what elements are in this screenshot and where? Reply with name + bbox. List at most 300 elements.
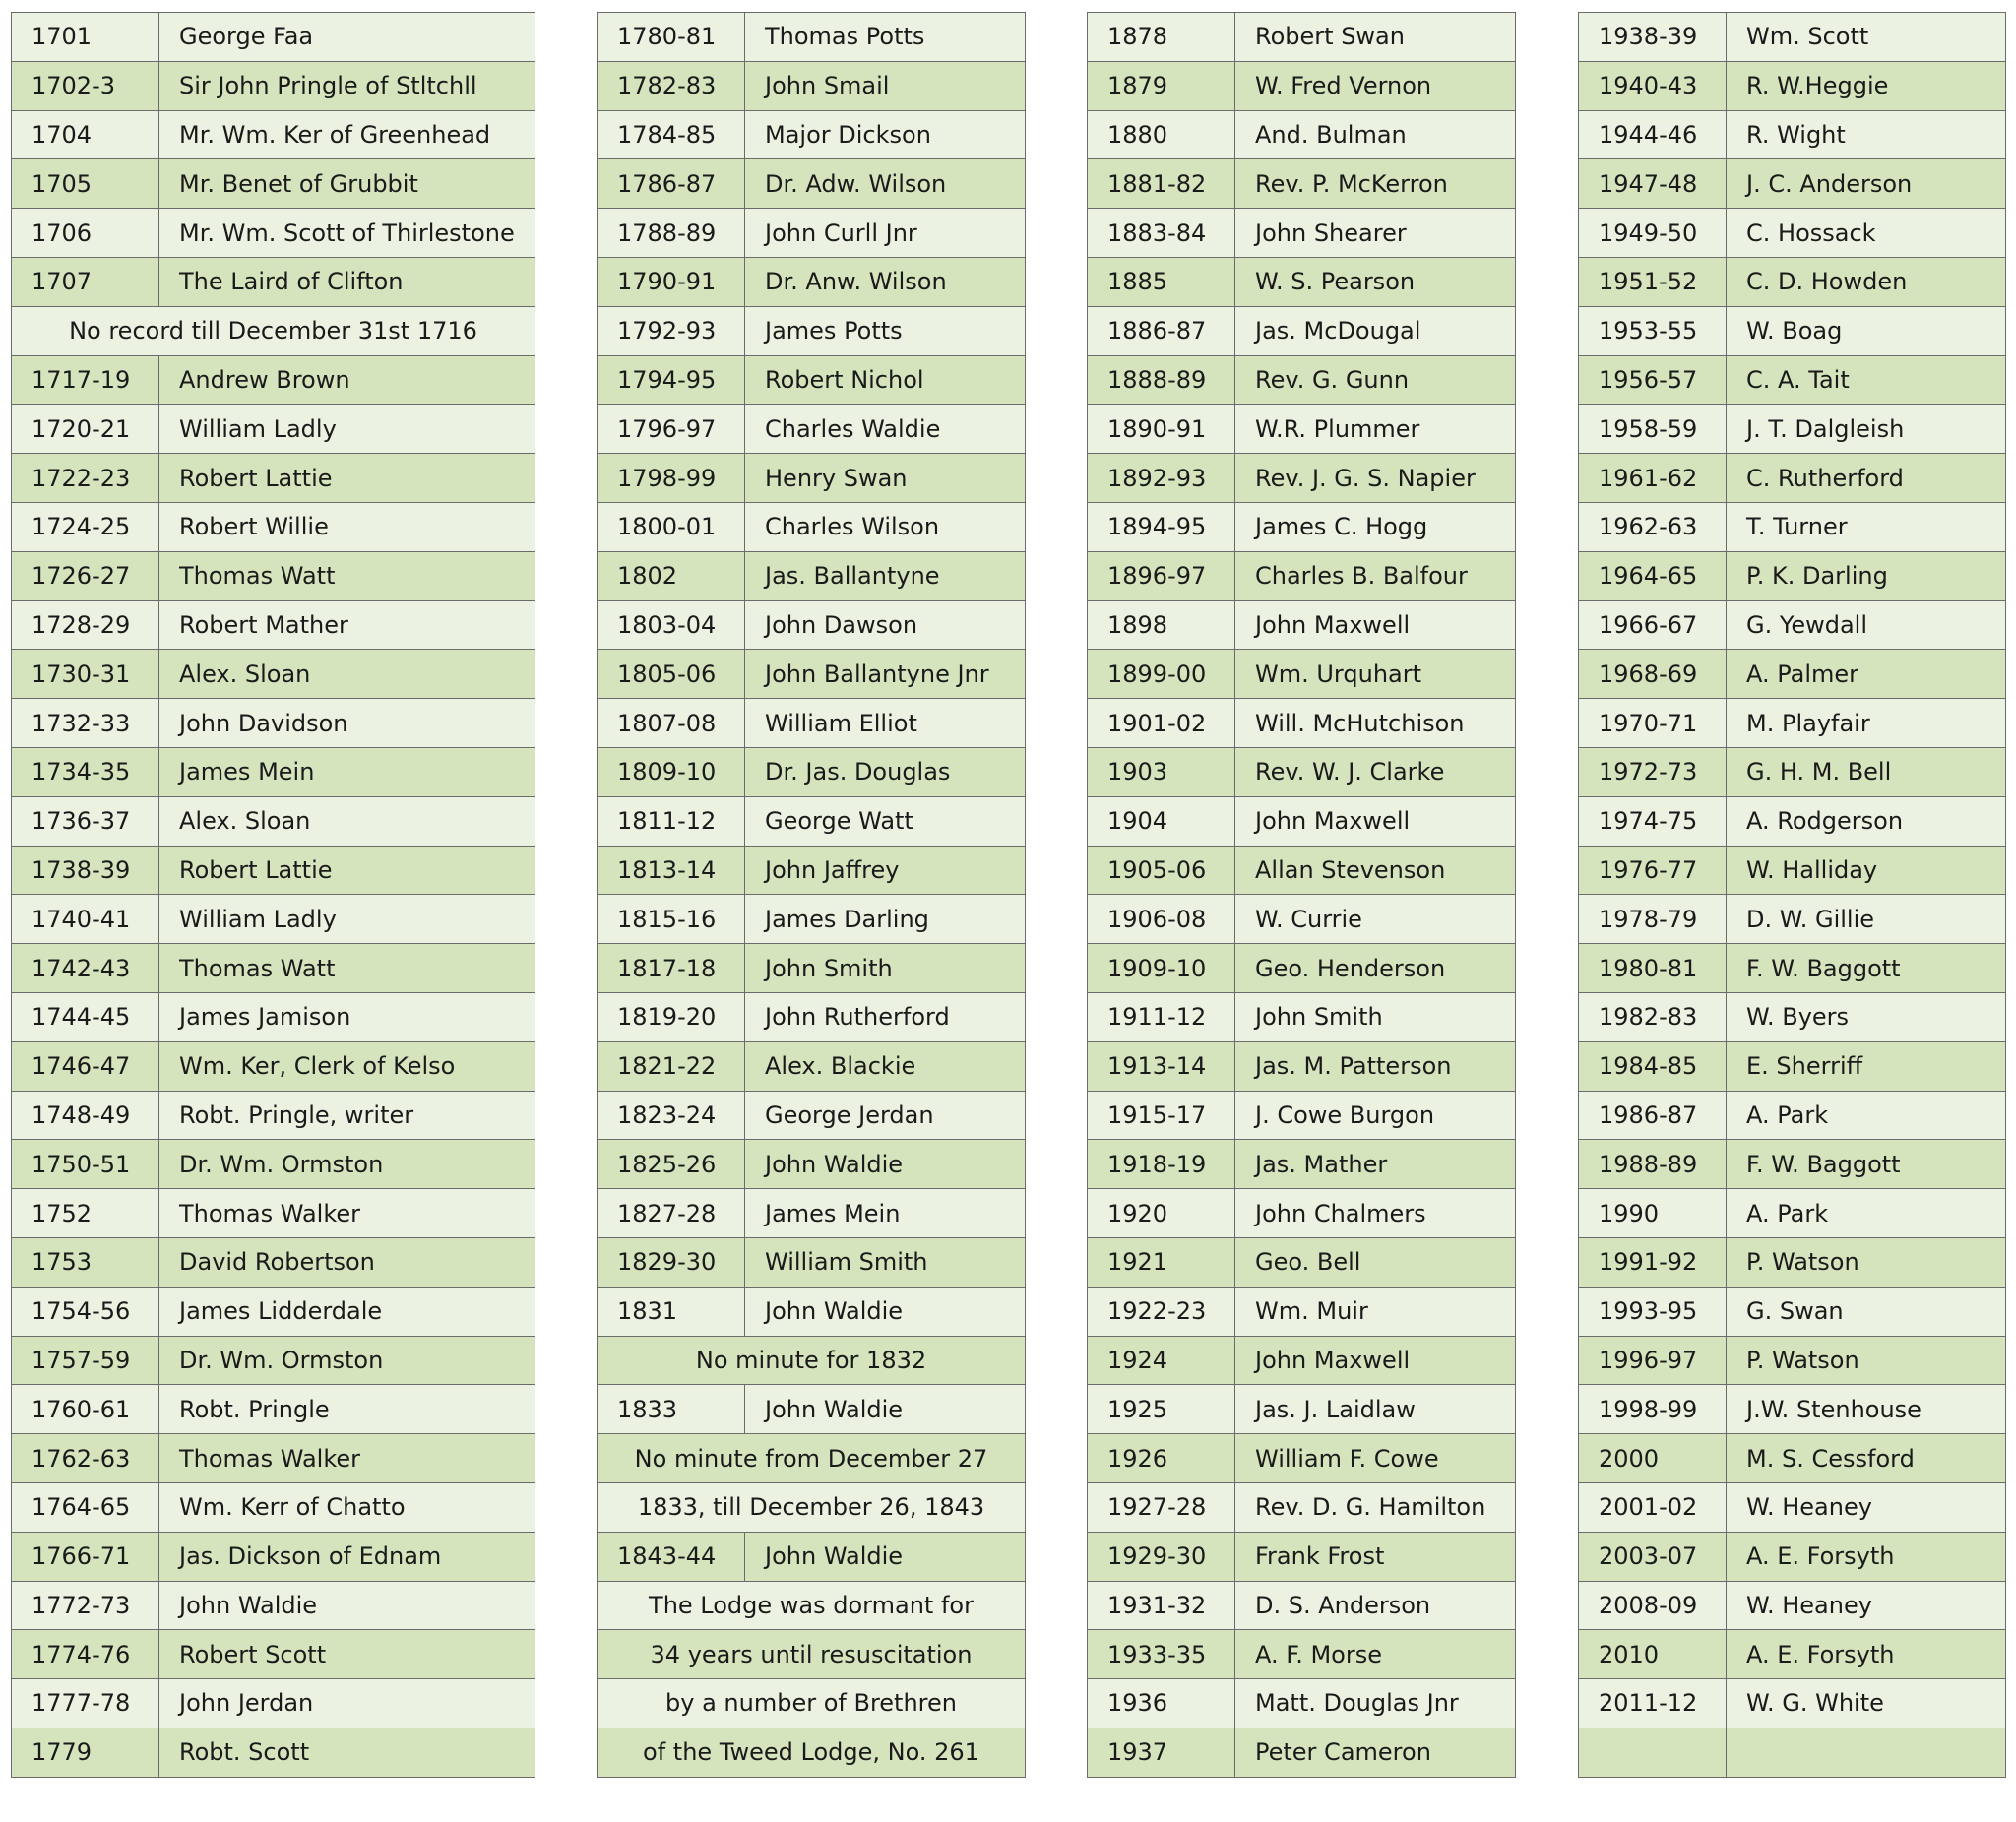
table-row xyxy=(1088,747,1516,796)
name-cell: W. Halliday xyxy=(1727,846,2006,895)
table-row xyxy=(1088,1679,1516,1728)
table-row xyxy=(12,1287,536,1336)
name-cell: Alex. Sloan xyxy=(159,796,536,846)
name-cell: Robert Swan xyxy=(1235,13,1516,62)
table-row xyxy=(598,1630,1026,1679)
name-cell: A. Rodgerson xyxy=(1727,796,2006,846)
name-cell: W. G. White xyxy=(1727,1679,2006,1728)
year-cell: 1728-29 xyxy=(12,600,159,650)
name-cell: John Davidson xyxy=(159,699,536,748)
name-cell: Thomas Watt xyxy=(159,551,536,600)
year-cell: 1938-39 xyxy=(1579,13,1727,62)
name-cell: Jas. Ballantyne xyxy=(745,551,1026,600)
table-row xyxy=(1579,257,2006,306)
name-cell: M. Playfair xyxy=(1727,699,2006,748)
year-cell: 1817-18 xyxy=(598,944,745,993)
name-cell: James Jamison xyxy=(159,992,536,1041)
name-cell: P. K. Darling xyxy=(1727,551,2006,600)
name-cell: Jas. M. Patterson xyxy=(1235,1041,1516,1091)
table-row xyxy=(1088,1581,1516,1630)
name-cell: And. Bulman xyxy=(1235,110,1516,159)
year-cell: 1829-30 xyxy=(598,1237,745,1287)
table-row xyxy=(12,257,536,306)
table-row xyxy=(598,846,1026,895)
table-row xyxy=(1088,1237,1516,1287)
table-row xyxy=(598,1482,1026,1532)
name-cell: James Mein xyxy=(159,747,536,796)
year-cell: 1809-10 xyxy=(598,747,745,796)
year-cell: 1982-83 xyxy=(1579,992,1727,1041)
name-cell: John Waldie xyxy=(745,1287,1026,1336)
name-cell xyxy=(1727,1728,2006,1777)
name-cell: John Maxwell xyxy=(1235,796,1516,846)
year-cell: 1780-81 xyxy=(598,13,745,62)
table-row xyxy=(1579,405,2006,454)
name-cell: Mr. Wm. Ker of Greenhead xyxy=(159,110,536,159)
year-cell: 1956-57 xyxy=(1579,355,1727,405)
name-cell: J. Cowe Burgon xyxy=(1235,1091,1516,1140)
year-cell: 1760-61 xyxy=(12,1385,159,1434)
table-row xyxy=(598,944,1026,993)
name-cell: A. Park xyxy=(1727,1091,2006,1140)
name-cell: A. E. Forsyth xyxy=(1727,1532,2006,1581)
table-row xyxy=(598,747,1026,796)
name-cell: J. C. Anderson xyxy=(1727,159,2006,209)
year-cell: 1800-01 xyxy=(598,502,745,551)
name-cell: F. W. Baggott xyxy=(1727,944,2006,993)
year-cell: 1825-26 xyxy=(598,1140,745,1189)
name-cell: W. Fred Vernon xyxy=(1235,61,1516,110)
name-cell: C. Hossack xyxy=(1727,209,2006,258)
table-row xyxy=(12,796,536,846)
table-row xyxy=(1088,1434,1516,1483)
name-cell: Major Dickson xyxy=(745,110,1026,159)
year-cell: 1899-00 xyxy=(1088,650,1235,699)
table-row xyxy=(1088,944,1516,993)
name-cell: Wm. Urquhart xyxy=(1235,650,1516,699)
year-cell: 1879 xyxy=(1088,61,1235,110)
year-cell: 1786-87 xyxy=(598,159,745,209)
table-row xyxy=(1579,1679,2006,1728)
table-row xyxy=(598,895,1026,944)
table-row xyxy=(12,1630,536,1679)
name-cell: P. Watson xyxy=(1727,1336,2006,1385)
table-row xyxy=(1088,650,1516,699)
year-cell: 1878 xyxy=(1088,13,1235,62)
year-cell: 1903 xyxy=(1088,747,1235,796)
name-cell: The Laird of Clifton xyxy=(159,257,536,306)
note-text: The Lodge was dormant for xyxy=(598,1581,1026,1630)
name-cell: John Waldie xyxy=(745,1140,1026,1189)
year-cell: 1821-22 xyxy=(598,1041,745,1091)
table-row xyxy=(12,454,536,503)
table-row xyxy=(12,1434,536,1483)
table-row xyxy=(1579,1581,2006,1630)
year-cell: 1753 xyxy=(12,1237,159,1287)
table-row xyxy=(1088,1728,1516,1777)
name-cell: A. Park xyxy=(1727,1189,2006,1238)
table-row xyxy=(1579,1532,2006,1581)
table-row xyxy=(12,650,536,699)
name-cell: William Smith xyxy=(745,1237,1026,1287)
year-cell: 1704 xyxy=(12,110,159,159)
name-cell: C. A. Tait xyxy=(1727,355,2006,405)
year-cell: 1779 xyxy=(12,1728,159,1777)
table-row xyxy=(598,1091,1026,1140)
year-cell: 1974-75 xyxy=(1579,796,1727,846)
name-cell: Charles B. Balfour xyxy=(1235,551,1516,600)
table-row xyxy=(598,1336,1026,1385)
name-cell: E. Sherriff xyxy=(1727,1041,2006,1091)
year-cell: 1901-02 xyxy=(1088,699,1235,748)
table-row xyxy=(12,1189,536,1238)
year-cell: 1886-87 xyxy=(1088,306,1235,355)
year-cell: 1940-43 xyxy=(1579,61,1727,110)
name-cell: Wm. Scott xyxy=(1727,13,2006,62)
table-row xyxy=(1088,454,1516,503)
name-cell: James Darling xyxy=(745,895,1026,944)
name-cell: P. Watson xyxy=(1727,1237,2006,1287)
name-cell: R. W.Heggie xyxy=(1727,61,2006,110)
table-row xyxy=(598,405,1026,454)
name-cell: Dr. Adw. Wilson xyxy=(745,159,1026,209)
name-cell: Rev. J. G. S. Napier xyxy=(1235,454,1516,503)
year-cell: 1962-63 xyxy=(1579,502,1727,551)
table-row xyxy=(598,796,1026,846)
year-cell: 1926 xyxy=(1088,1434,1235,1483)
name-cell: G. H. M. Bell xyxy=(1727,747,2006,796)
note-text: 1833, till December 26, 1843 xyxy=(598,1482,1026,1532)
table-row xyxy=(12,1728,536,1777)
year-cell: 1885 xyxy=(1088,257,1235,306)
table-row xyxy=(1088,405,1516,454)
table-row xyxy=(12,1041,536,1091)
name-cell: G. Swan xyxy=(1727,1287,2006,1336)
table-row xyxy=(12,1336,536,1385)
year-cell: 2000 xyxy=(1579,1434,1727,1483)
table-row xyxy=(12,110,536,159)
name-cell: R. Wight xyxy=(1727,110,2006,159)
year-cell: 1705 xyxy=(12,159,159,209)
year-cell: 1794-95 xyxy=(598,355,745,405)
table-row xyxy=(598,454,1026,503)
name-cell: Dr. Wm. Ormston xyxy=(159,1140,536,1189)
name-cell: Alex. Blackie xyxy=(745,1041,1026,1091)
year-cell: 1929-30 xyxy=(1088,1532,1235,1581)
table-row xyxy=(1088,796,1516,846)
table-row xyxy=(598,1237,1026,1287)
year-cell: 1958-59 xyxy=(1579,405,1727,454)
year-cell: 1991-92 xyxy=(1579,1237,1727,1287)
year-cell: 1742-43 xyxy=(12,944,159,993)
table-row xyxy=(1579,1728,2006,1777)
year-cell: 1764-65 xyxy=(12,1482,159,1532)
table-row xyxy=(598,1385,1026,1434)
name-cell: Charles Wilson xyxy=(745,502,1026,551)
year-cell: 2010 xyxy=(1579,1630,1727,1679)
year-cell: 1724-25 xyxy=(12,502,159,551)
name-cell: Mr. Benet of Grubbit xyxy=(159,159,536,209)
table-row xyxy=(12,1532,536,1581)
table-row xyxy=(12,895,536,944)
year-cell: 1702-3 xyxy=(12,61,159,110)
name-cell: W. Heaney xyxy=(1727,1482,2006,1532)
name-cell: Andrew Brown xyxy=(159,355,536,405)
table-row xyxy=(1579,355,2006,405)
year-cell: 1813-14 xyxy=(598,846,745,895)
name-cell: G. Yewdall xyxy=(1727,600,2006,650)
table-row xyxy=(1088,1091,1516,1140)
year-cell: 1807-08 xyxy=(598,699,745,748)
name-cell: John Maxwell xyxy=(1235,600,1516,650)
name-cell: Thomas Walker xyxy=(159,1189,536,1238)
year-cell: 1757-59 xyxy=(12,1336,159,1385)
name-cell: Dr. Jas. Douglas xyxy=(745,747,1026,796)
table-row xyxy=(1088,61,1516,110)
table-row xyxy=(12,1091,536,1140)
year-cell: 1883-84 xyxy=(1088,209,1235,258)
table-row xyxy=(1579,1041,2006,1091)
year-cell: 1892-93 xyxy=(1088,454,1235,503)
table-row xyxy=(1579,600,2006,650)
name-cell: A. Palmer xyxy=(1727,650,2006,699)
table-row xyxy=(1579,992,2006,1041)
table-row xyxy=(1579,1482,2006,1532)
table-row xyxy=(1088,355,1516,405)
table-row xyxy=(1579,13,2006,62)
name-cell: William F. Cowe xyxy=(1235,1434,1516,1483)
year-cell: 1978-79 xyxy=(1579,895,1727,944)
year-cell: 1792-93 xyxy=(598,306,745,355)
table-row xyxy=(12,1237,536,1287)
table-row xyxy=(1088,209,1516,258)
name-cell: Jas. Dickson of Ednam xyxy=(159,1532,536,1581)
year-cell: 1970-71 xyxy=(1579,699,1727,748)
name-cell: James Potts xyxy=(745,306,1026,355)
year-cell: 1707 xyxy=(12,257,159,306)
name-cell: James C. Hogg xyxy=(1235,502,1516,551)
table-row xyxy=(12,1679,536,1728)
table-row xyxy=(1579,650,2006,699)
year-cell: 1744-45 xyxy=(12,992,159,1041)
master-list-column-1 xyxy=(11,12,536,1778)
name-cell: John Waldie xyxy=(745,1385,1026,1434)
year-cell: 1796-97 xyxy=(598,405,745,454)
table-row xyxy=(1579,944,2006,993)
table-row xyxy=(1579,846,2006,895)
name-cell: Allan Stevenson xyxy=(1235,846,1516,895)
name-cell: Robert Nichol xyxy=(745,355,1026,405)
name-cell: Rev. W. J. Clarke xyxy=(1235,747,1516,796)
year-cell: 1774-76 xyxy=(12,1630,159,1679)
table-row xyxy=(1579,502,2006,551)
year-cell: 1734-35 xyxy=(12,747,159,796)
name-cell: Wm. Ker, Clerk of Kelso xyxy=(159,1041,536,1091)
name-cell: D. S. Anderson xyxy=(1235,1581,1516,1630)
table-row xyxy=(598,110,1026,159)
year-cell: 1788-89 xyxy=(598,209,745,258)
year-cell: 1904 xyxy=(1088,796,1235,846)
year-cell: 1968-69 xyxy=(1579,650,1727,699)
table-row xyxy=(12,13,536,62)
year-cell: 1925 xyxy=(1088,1385,1235,1434)
table-row xyxy=(1579,209,2006,258)
name-cell: Thomas Walker xyxy=(159,1434,536,1483)
table-row xyxy=(598,600,1026,650)
note-text: of the Tweed Lodge, No. 261 xyxy=(598,1728,1026,1777)
year-cell: 2001-02 xyxy=(1579,1482,1727,1532)
year-cell: 1748-49 xyxy=(12,1091,159,1140)
year-cell: 1921 xyxy=(1088,1237,1235,1287)
table-row xyxy=(1088,1041,1516,1091)
table-row xyxy=(12,209,536,258)
name-cell: Rev. P. McKerron xyxy=(1235,159,1516,209)
name-cell: F. W. Baggott xyxy=(1727,1140,2006,1189)
table-row xyxy=(1579,1091,2006,1140)
table-row xyxy=(598,159,1026,209)
table-row xyxy=(12,699,536,748)
name-cell: David Robertson xyxy=(159,1237,536,1287)
table-row xyxy=(1088,551,1516,600)
year-cell: 1980-81 xyxy=(1579,944,1727,993)
name-cell: Robert Scott xyxy=(159,1630,536,1679)
name-cell: John Waldie xyxy=(745,1532,1026,1581)
name-cell: George Faa xyxy=(159,13,536,62)
name-cell: M. S. Cessford xyxy=(1727,1434,2006,1483)
year-cell: 2003-07 xyxy=(1579,1532,1727,1581)
note-text: No record till December 31st 1716 xyxy=(12,306,536,355)
year-cell: 1805-06 xyxy=(598,650,745,699)
year-cell: 1972-73 xyxy=(1579,747,1727,796)
table-row xyxy=(1088,1532,1516,1581)
table-row xyxy=(1088,992,1516,1041)
year-cell: 1717-19 xyxy=(12,355,159,405)
year-cell: 1951-52 xyxy=(1579,257,1727,306)
name-cell: Jas. Mather xyxy=(1235,1140,1516,1189)
year-cell xyxy=(1579,1728,1727,1777)
table-row xyxy=(1088,1287,1516,1336)
name-cell: W. Byers xyxy=(1727,992,2006,1041)
year-cell: 1706 xyxy=(12,209,159,258)
name-cell: W. Currie xyxy=(1235,895,1516,944)
name-cell: John Shearer xyxy=(1235,209,1516,258)
year-cell: 1732-33 xyxy=(12,699,159,748)
year-cell: 1913-14 xyxy=(1088,1041,1235,1091)
table-row xyxy=(1579,1189,2006,1238)
table-row xyxy=(1088,895,1516,944)
name-cell: J.W. Stenhouse xyxy=(1727,1385,2006,1434)
table-row xyxy=(1088,1336,1516,1385)
master-list-column-3 xyxy=(1087,12,1516,1778)
year-cell: 1833 xyxy=(598,1385,745,1434)
note-text: 34 years until resuscitation xyxy=(598,1630,1026,1679)
year-cell: 1754-56 xyxy=(12,1287,159,1336)
table-row xyxy=(1088,502,1516,551)
table-row xyxy=(1579,1140,2006,1189)
year-cell: 1782-83 xyxy=(598,61,745,110)
name-cell: Robert Lattie xyxy=(159,846,536,895)
name-cell: Robert Willie xyxy=(159,502,536,551)
table-row xyxy=(1088,846,1516,895)
year-cell: 1881-82 xyxy=(1088,159,1235,209)
year-cell: 1927-28 xyxy=(1088,1482,1235,1532)
year-cell: 1762-63 xyxy=(12,1434,159,1483)
year-cell: 1766-71 xyxy=(12,1532,159,1581)
name-cell: Wm. Muir xyxy=(1235,1287,1516,1336)
table-row xyxy=(1579,1237,2006,1287)
year-cell: 1790-91 xyxy=(598,257,745,306)
name-cell: William Elliot xyxy=(745,699,1026,748)
table-row xyxy=(12,1385,536,1434)
name-cell: Mr. Wm. Scott of Thirlestone xyxy=(159,209,536,258)
table-row xyxy=(1579,159,2006,209)
name-cell: John Smith xyxy=(745,944,1026,993)
year-cell: 1922-23 xyxy=(1088,1287,1235,1336)
table-row xyxy=(1579,454,2006,503)
year-cell: 1920 xyxy=(1088,1189,1235,1238)
name-cell: Geo. Bell xyxy=(1235,1237,1516,1287)
name-cell: John Jerdan xyxy=(159,1679,536,1728)
name-cell: Robt. Pringle, writer xyxy=(159,1091,536,1140)
year-cell: 1736-37 xyxy=(12,796,159,846)
year-cell: 1964-65 xyxy=(1579,551,1727,600)
master-list-column-2 xyxy=(597,12,1026,1778)
name-cell: Jas. McDougal xyxy=(1235,306,1516,355)
table-row xyxy=(12,159,536,209)
year-cell: 1802 xyxy=(598,551,745,600)
year-cell: 1722-23 xyxy=(12,454,159,503)
name-cell: James Mein xyxy=(745,1189,1026,1238)
name-cell: A. F. Morse xyxy=(1235,1630,1516,1679)
year-cell: 1880 xyxy=(1088,110,1235,159)
name-cell: Geo. Henderson xyxy=(1235,944,1516,993)
table-row xyxy=(1088,110,1516,159)
year-cell: 1898 xyxy=(1088,600,1235,650)
table-row xyxy=(598,257,1026,306)
table-row xyxy=(598,209,1026,258)
name-cell: John Smail xyxy=(745,61,1026,110)
name-cell: Will. McHutchison xyxy=(1235,699,1516,748)
name-cell: Matt. Douglas Jnr xyxy=(1235,1679,1516,1728)
year-cell: 1990 xyxy=(1579,1189,1727,1238)
table-row xyxy=(1579,61,2006,110)
table-row xyxy=(1579,747,2006,796)
table-row xyxy=(598,13,1026,62)
table-row xyxy=(12,1581,536,1630)
name-cell: C. D. Howden xyxy=(1727,257,2006,306)
table-row xyxy=(12,846,536,895)
table-row xyxy=(12,61,536,110)
table-row xyxy=(12,747,536,796)
name-cell: James Lidderdale xyxy=(159,1287,536,1336)
table-row xyxy=(1579,110,2006,159)
name-cell: Charles Waldie xyxy=(745,405,1026,454)
year-cell: 1949-50 xyxy=(1579,209,1727,258)
name-cell: Thomas Watt xyxy=(159,944,536,993)
table-row xyxy=(1088,600,1516,650)
table-row xyxy=(1088,699,1516,748)
name-cell: Henry Swan xyxy=(745,454,1026,503)
table-row xyxy=(12,551,536,600)
year-cell: 1998-99 xyxy=(1579,1385,1727,1434)
name-cell: John Curll Jnr xyxy=(745,209,1026,258)
name-cell: D. W. Gillie xyxy=(1727,895,2006,944)
year-cell: 1720-21 xyxy=(12,405,159,454)
year-cell: 1986-87 xyxy=(1579,1091,1727,1140)
name-cell: C. Rutherford xyxy=(1727,454,2006,503)
name-cell: W. Boag xyxy=(1727,306,2006,355)
table-row xyxy=(1088,1140,1516,1189)
